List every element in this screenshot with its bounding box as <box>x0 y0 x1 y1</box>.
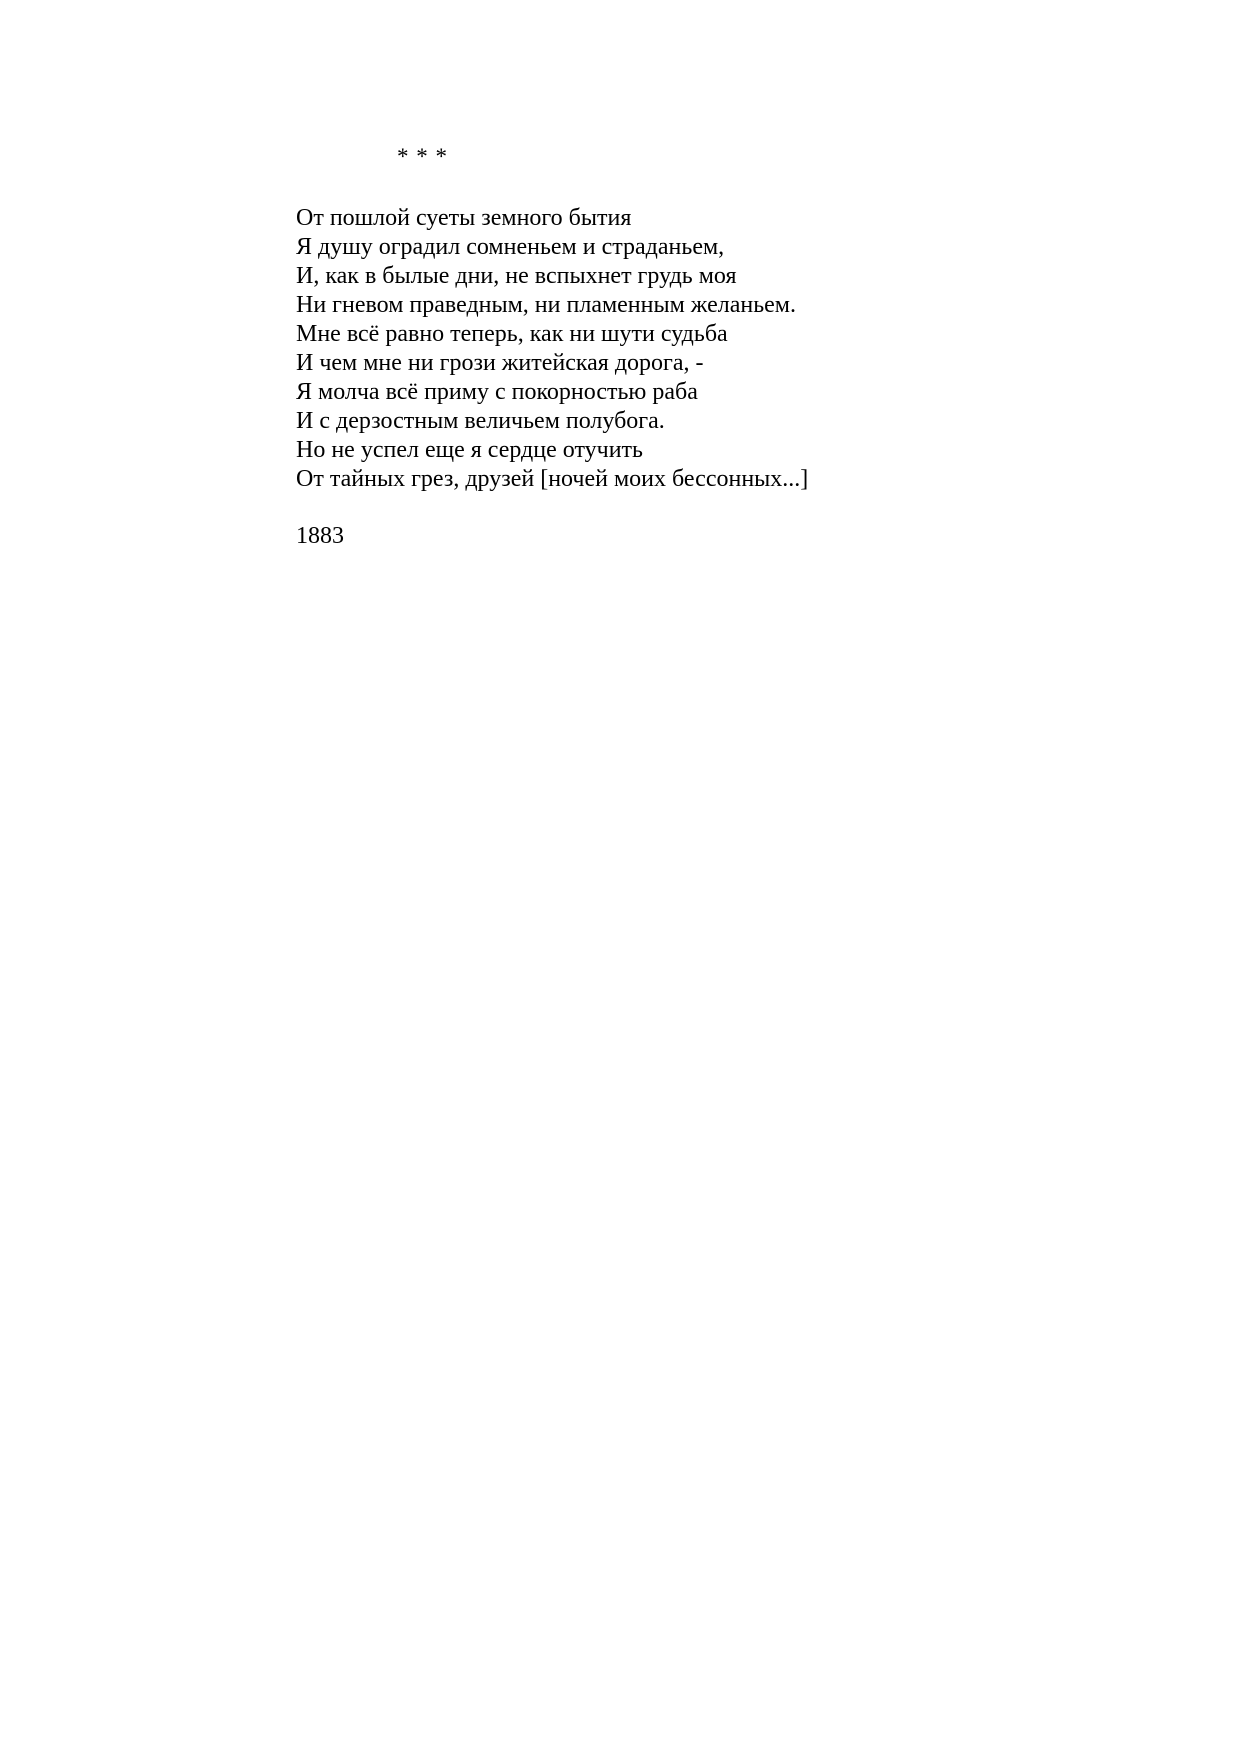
poem-line: Мне всё равно теперь, как ни шути судьба <box>296 321 728 347</box>
poem-body <box>296 204 808 494</box>
poem-line: От тайных грез, друзей [ночей моих бессонных...] <box>296 466 809 492</box>
poem-line: От пошлой суеты земного бытия <box>296 205 632 231</box>
poem-line: Но не успел еще я сердце отучить <box>296 437 643 463</box>
poem-line: И с дерзостным величьем полубога. <box>296 408 665 434</box>
poem-date: 1883 <box>296 523 344 549</box>
poem-line: Я душу оградил сомненьем и страданьем, <box>296 234 725 260</box>
poem-line: И, как в былые дни, не вспыхнет грудь моя <box>296 263 737 289</box>
section-separator: * * * <box>397 144 448 169</box>
poem-line: И чем мне ни грози житейская дорога, - <box>296 350 704 376</box>
poem-line: Ни гневом праведным, ни пламенным желаньем. <box>296 292 796 318</box>
poem-line: Я молча всё приму с покорностью раба <box>296 379 698 405</box>
